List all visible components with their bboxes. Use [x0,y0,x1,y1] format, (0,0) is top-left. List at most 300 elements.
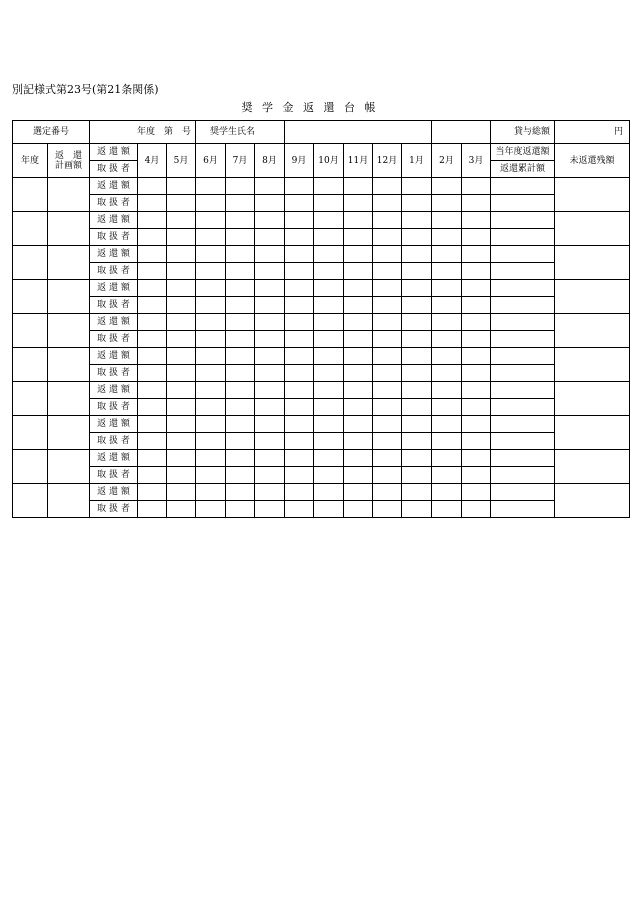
month-handler-cell[interactable] [285,331,314,348]
month-amount-cell[interactable] [314,348,344,365]
month-handler-cell[interactable] [167,433,196,450]
month-handler-cell[interactable] [226,433,255,450]
month-amount-cell[interactable] [167,212,196,229]
month-handler-cell[interactable] [344,263,373,280]
month-amount-cell[interactable] [373,484,402,501]
month-handler-cell[interactable] [138,229,167,246]
month-handler-cell[interactable] [344,433,373,450]
month-amount-cell[interactable] [138,280,167,297]
month-handler-cell[interactable] [255,297,285,314]
month-handler-cell[interactable] [344,297,373,314]
month-handler-cell[interactable] [138,331,167,348]
total-loan-field[interactable] [555,121,630,144]
month-handler-cell[interactable] [402,331,432,348]
month-amount-cell[interactable] [314,178,344,195]
month-amount-cell[interactable] [138,348,167,365]
month-handler-cell[interactable] [373,195,402,212]
month-amount-cell[interactable] [255,382,285,399]
unpaid-balance-cell[interactable] [555,178,630,212]
month-handler-cell[interactable] [402,297,432,314]
cumulative-repayment-cell[interactable] [491,297,555,314]
month-handler-cell[interactable] [167,501,196,518]
month-amount-cell[interactable] [402,348,432,365]
month-handler-cell[interactable] [344,331,373,348]
month-handler-cell[interactable] [255,365,285,382]
month-amount-cell[interactable] [432,450,462,467]
month-handler-cell[interactable] [462,195,491,212]
year-cell[interactable] [13,178,48,212]
month-amount-cell[interactable] [462,212,491,229]
unpaid-balance-cell[interactable] [555,348,630,382]
unpaid-balance-cell[interactable] [555,382,630,416]
month-handler-cell[interactable] [402,365,432,382]
month-amount-cell[interactable] [196,246,226,263]
month-handler-cell[interactable] [462,297,491,314]
unpaid-balance-cell[interactable] [555,484,630,518]
month-handler-cell[interactable] [373,263,402,280]
plan-amount-cell[interactable] [48,382,90,416]
month-amount-cell[interactable] [462,450,491,467]
month-amount-cell[interactable] [285,382,314,399]
month-amount-cell[interactable] [138,484,167,501]
month-handler-cell[interactable] [196,263,226,280]
month-amount-cell[interactable] [226,348,255,365]
month-amount-cell[interactable] [196,484,226,501]
month-handler-cell[interactable] [196,399,226,416]
month-handler-cell[interactable] [402,195,432,212]
month-amount-cell[interactable] [285,178,314,195]
plan-amount-cell[interactable] [48,348,90,382]
month-handler-cell[interactable] [462,399,491,416]
unpaid-balance-cell[interactable] [555,246,630,280]
month-amount-cell[interactable] [255,280,285,297]
cumulative-repayment-cell[interactable] [491,399,555,416]
month-handler-cell[interactable] [196,501,226,518]
month-handler-cell[interactable] [285,229,314,246]
month-amount-cell[interactable] [167,348,196,365]
month-handler-cell[interactable] [314,195,344,212]
unpaid-balance-cell[interactable] [555,416,630,450]
month-handler-cell[interactable] [373,297,402,314]
month-amount-cell[interactable] [314,246,344,263]
month-amount-cell[interactable] [138,416,167,433]
month-handler-cell[interactable] [255,195,285,212]
year-cell[interactable] [13,246,48,280]
month-amount-cell[interactable] [402,178,432,195]
month-amount-cell[interactable] [226,212,255,229]
month-amount-cell[interactable] [402,416,432,433]
month-amount-cell[interactable] [402,450,432,467]
month-amount-cell[interactable] [226,382,255,399]
month-handler-cell[interactable] [314,297,344,314]
month-amount-cell[interactable] [344,348,373,365]
year-cell[interactable] [13,280,48,314]
month-amount-cell[interactable] [196,382,226,399]
month-handler-cell[interactable] [255,467,285,484]
cumulative-repayment-cell[interactable] [491,229,555,246]
month-amount-cell[interactable] [344,314,373,331]
month-amount-cell[interactable] [285,314,314,331]
month-amount-cell[interactable] [138,178,167,195]
month-handler-cell[interactable] [167,229,196,246]
month-amount-cell[interactable] [462,484,491,501]
month-amount-cell[interactable] [314,280,344,297]
cumulative-repayment-cell[interactable] [491,263,555,280]
month-amount-cell[interactable] [167,314,196,331]
month-handler-cell[interactable] [462,331,491,348]
month-handler-cell[interactable] [226,263,255,280]
month-handler-cell[interactable] [373,433,402,450]
month-handler-cell[interactable] [373,399,402,416]
month-handler-cell[interactable] [285,195,314,212]
month-amount-cell[interactable] [373,416,402,433]
month-handler-cell[interactable] [226,365,255,382]
month-amount-cell[interactable] [167,280,196,297]
month-amount-cell[interactable] [432,178,462,195]
month-handler-cell[interactable] [285,297,314,314]
month-amount-cell[interactable] [226,484,255,501]
month-amount-cell[interactable] [432,280,462,297]
plan-amount-cell[interactable] [48,314,90,348]
month-amount-cell[interactable] [462,246,491,263]
month-amount-cell[interactable] [255,348,285,365]
month-amount-cell[interactable] [402,382,432,399]
current-year-repayment-cell[interactable] [491,314,555,331]
month-handler-cell[interactable] [285,467,314,484]
month-handler-cell[interactable] [402,433,432,450]
student-name-field[interactable] [285,121,432,144]
month-amount-cell[interactable] [138,212,167,229]
month-handler-cell[interactable] [167,263,196,280]
month-handler-cell[interactable] [255,501,285,518]
month-handler-cell[interactable] [462,501,491,518]
month-amount-cell[interactable] [285,416,314,433]
month-amount-cell[interactable] [138,314,167,331]
month-handler-cell[interactable] [167,331,196,348]
month-amount-cell[interactable] [314,314,344,331]
month-handler-cell[interactable] [138,263,167,280]
month-handler-cell[interactable] [462,433,491,450]
month-amount-cell[interactable] [226,246,255,263]
month-amount-cell[interactable] [196,416,226,433]
month-handler-cell[interactable] [314,467,344,484]
month-amount-cell[interactable] [344,416,373,433]
month-handler-cell[interactable] [344,229,373,246]
month-handler-cell[interactable] [226,297,255,314]
month-handler-cell[interactable] [432,263,462,280]
current-year-repayment-cell[interactable] [491,280,555,297]
cumulative-repayment-cell[interactable] [491,467,555,484]
month-handler-cell[interactable] [196,467,226,484]
month-amount-cell[interactable] [373,212,402,229]
month-handler-cell[interactable] [138,399,167,416]
unpaid-balance-cell[interactable] [555,212,630,246]
month-handler-cell[interactable] [402,467,432,484]
month-amount-cell[interactable] [402,212,432,229]
month-handler-cell[interactable] [167,365,196,382]
cumulative-repayment-cell[interactable] [491,365,555,382]
month-amount-cell[interactable] [462,348,491,365]
month-amount-cell[interactable] [196,348,226,365]
month-amount-cell[interactable] [432,314,462,331]
month-handler-cell[interactable] [314,399,344,416]
month-amount-cell[interactable] [373,450,402,467]
current-year-repayment-cell[interactable] [491,348,555,365]
month-handler-cell[interactable] [344,399,373,416]
month-handler-cell[interactable] [314,263,344,280]
month-amount-cell[interactable] [285,212,314,229]
year-cell[interactable] [13,212,48,246]
month-handler-cell[interactable] [285,263,314,280]
month-amount-cell[interactable] [344,484,373,501]
month-amount-cell[interactable] [432,212,462,229]
month-handler-cell[interactable] [432,331,462,348]
month-handler-cell[interactable] [138,297,167,314]
year-cell[interactable] [13,314,48,348]
month-amount-cell[interactable] [167,382,196,399]
month-handler-cell[interactable] [373,365,402,382]
month-amount-cell[interactable] [138,382,167,399]
month-amount-cell[interactable] [402,484,432,501]
month-amount-cell[interactable] [196,178,226,195]
month-handler-cell[interactable] [255,331,285,348]
month-handler-cell[interactable] [432,229,462,246]
month-handler-cell[interactable] [138,467,167,484]
month-handler-cell[interactable] [373,467,402,484]
cumulative-repayment-cell[interactable] [491,331,555,348]
month-amount-cell[interactable] [255,416,285,433]
month-handler-cell[interactable] [226,331,255,348]
month-handler-cell[interactable] [226,229,255,246]
plan-amount-cell[interactable] [48,280,90,314]
month-handler-cell[interactable] [402,263,432,280]
month-amount-cell[interactable] [226,450,255,467]
month-handler-cell[interactable] [138,195,167,212]
month-handler-cell[interactable] [255,263,285,280]
month-amount-cell[interactable] [462,314,491,331]
month-handler-cell[interactable] [432,399,462,416]
plan-amount-cell[interactable] [48,484,90,518]
month-handler-cell[interactable] [196,297,226,314]
plan-amount-cell[interactable] [48,178,90,212]
month-amount-cell[interactable] [432,348,462,365]
current-year-repayment-cell[interactable] [491,450,555,467]
month-handler-cell[interactable] [285,433,314,450]
current-year-repayment-cell[interactable] [491,416,555,433]
month-amount-cell[interactable] [226,280,255,297]
month-handler-cell[interactable] [344,195,373,212]
current-year-repayment-cell[interactable] [491,246,555,263]
month-amount-cell[interactable] [373,382,402,399]
month-amount-cell[interactable] [344,280,373,297]
month-amount-cell[interactable] [167,246,196,263]
month-amount-cell[interactable] [462,416,491,433]
month-amount-cell[interactable] [373,178,402,195]
month-handler-cell[interactable] [344,365,373,382]
month-amount-cell[interactable] [255,246,285,263]
month-amount-cell[interactable] [314,450,344,467]
month-amount-cell[interactable] [373,246,402,263]
month-handler-cell[interactable] [432,467,462,484]
month-handler-cell[interactable] [432,433,462,450]
month-handler-cell[interactable] [314,331,344,348]
month-handler-cell[interactable] [402,399,432,416]
unpaid-balance-cell[interactable] [555,450,630,484]
month-handler-cell[interactable] [167,399,196,416]
cumulative-repayment-cell[interactable] [491,501,555,518]
month-amount-cell[interactable] [432,416,462,433]
month-handler-cell[interactable] [462,467,491,484]
month-amount-cell[interactable] [138,450,167,467]
month-handler-cell[interactable] [344,501,373,518]
month-amount-cell[interactable] [344,382,373,399]
month-amount-cell[interactable] [226,416,255,433]
year-cell[interactable] [13,484,48,518]
month-handler-cell[interactable] [138,433,167,450]
month-handler-cell[interactable] [196,195,226,212]
month-amount-cell[interactable] [462,178,491,195]
month-handler-cell[interactable] [344,467,373,484]
month-amount-cell[interactable] [344,212,373,229]
month-handler-cell[interactable] [167,297,196,314]
month-handler-cell[interactable] [285,501,314,518]
month-amount-cell[interactable] [314,382,344,399]
month-handler-cell[interactable] [167,467,196,484]
month-amount-cell[interactable] [167,484,196,501]
unpaid-balance-cell[interactable] [555,280,630,314]
month-handler-cell[interactable] [255,399,285,416]
month-handler-cell[interactable] [462,365,491,382]
plan-amount-cell[interactable] [48,212,90,246]
cumulative-repayment-cell[interactable] [491,433,555,450]
month-handler-cell[interactable] [314,433,344,450]
handler-header: 取 扱 者 [90,161,138,178]
month-amount-cell[interactable] [167,450,196,467]
month-amount-cell[interactable] [255,212,285,229]
month-header: 3月 [462,144,491,178]
month-amount-cell[interactable] [432,246,462,263]
month-handler-cell[interactable] [285,399,314,416]
month-handler-cell[interactable] [226,467,255,484]
month-amount-cell[interactable] [462,382,491,399]
month-amount-cell[interactable] [314,212,344,229]
month-amount-cell[interactable] [226,314,255,331]
month-handler-cell[interactable] [314,229,344,246]
cumulative-repayment-cell[interactable] [491,195,555,212]
plan-amount-cell[interactable] [48,246,90,280]
month-amount-cell[interactable] [402,280,432,297]
month-amount-cell[interactable] [255,314,285,331]
current-year-repayment-cell[interactable] [491,178,555,195]
month-handler-cell[interactable] [402,229,432,246]
month-amount-cell[interactable] [285,348,314,365]
year-cell[interactable] [13,450,48,484]
month-amount-cell[interactable] [285,280,314,297]
student-name-label: 奨学生氏名 [196,121,285,144]
plan-amount-cell[interactable] [48,416,90,450]
month-handler-cell[interactable] [285,365,314,382]
month-amount-cell[interactable] [462,280,491,297]
month-amount-cell[interactable] [196,314,226,331]
month-handler-cell[interactable] [196,331,226,348]
month-header: 4月 [138,144,167,178]
month-amount-cell[interactable] [344,178,373,195]
month-handler-cell[interactable] [373,331,402,348]
month-handler-cell[interactable] [462,263,491,280]
month-amount-cell[interactable] [255,178,285,195]
month-amount-cell[interactable] [373,348,402,365]
table-row [13,365,630,382]
month-handler-cell[interactable] [314,365,344,382]
year-cell[interactable] [13,348,48,382]
month-handler-cell[interactable] [432,195,462,212]
month-amount-cell[interactable] [373,280,402,297]
month-handler-cell[interactable] [432,501,462,518]
month-handler-cell[interactable] [226,195,255,212]
month-handler-cell[interactable] [373,501,402,518]
month-handler-cell[interactable] [138,501,167,518]
month-handler-cell[interactable] [196,229,226,246]
month-handler-cell[interactable] [138,365,167,382]
month-amount-cell[interactable] [226,178,255,195]
current-year-repayment-cell[interactable] [491,212,555,229]
month-handler-cell[interactable] [226,399,255,416]
current-year-repayment-cell[interactable] [491,382,555,399]
month-amount-cell[interactable] [255,450,285,467]
month-amount-cell[interactable] [138,246,167,263]
month-handler-cell[interactable] [462,229,491,246]
month-handler-cell[interactable] [226,501,255,518]
month-amount-cell[interactable] [255,484,285,501]
month-amount-cell[interactable] [344,450,373,467]
month-handler-cell[interactable] [314,501,344,518]
repayment-amount-label: 返 還 額 [90,246,138,263]
unpaid-balance-cell[interactable] [555,314,630,348]
month-handler-cell[interactable] [373,229,402,246]
plan-amount-cell[interactable] [48,450,90,484]
year-cell[interactable] [13,416,48,450]
month-handler-cell[interactable] [167,195,196,212]
month-amount-cell[interactable] [285,450,314,467]
month-amount-cell[interactable] [167,178,196,195]
month-handler-cell[interactable] [432,365,462,382]
month-handler-cell[interactable] [432,297,462,314]
month-handler-cell[interactable] [196,365,226,382]
current-year-repayment-cell[interactable] [491,484,555,501]
month-amount-cell[interactable] [196,280,226,297]
table-row [13,212,630,229]
month-handler-cell[interactable] [255,433,285,450]
month-amount-cell[interactable] [167,416,196,433]
month-amount-cell[interactable] [285,246,314,263]
table-row [13,263,630,280]
month-amount-cell[interactable] [402,246,432,263]
year-cell[interactable] [13,382,48,416]
month-amount-cell[interactable] [196,450,226,467]
month-amount-cell[interactable] [344,246,373,263]
month-amount-cell[interactable] [432,484,462,501]
month-amount-cell[interactable] [314,484,344,501]
month-amount-cell[interactable] [314,416,344,433]
month-handler-cell[interactable] [402,501,432,518]
month-amount-cell[interactable] [402,314,432,331]
month-amount-cell[interactable] [196,212,226,229]
month-amount-cell[interactable] [373,314,402,331]
month-handler-cell[interactable] [255,229,285,246]
month-amount-cell[interactable] [285,484,314,501]
month-amount-cell[interactable] [432,382,462,399]
month-handler-cell[interactable] [196,433,226,450]
